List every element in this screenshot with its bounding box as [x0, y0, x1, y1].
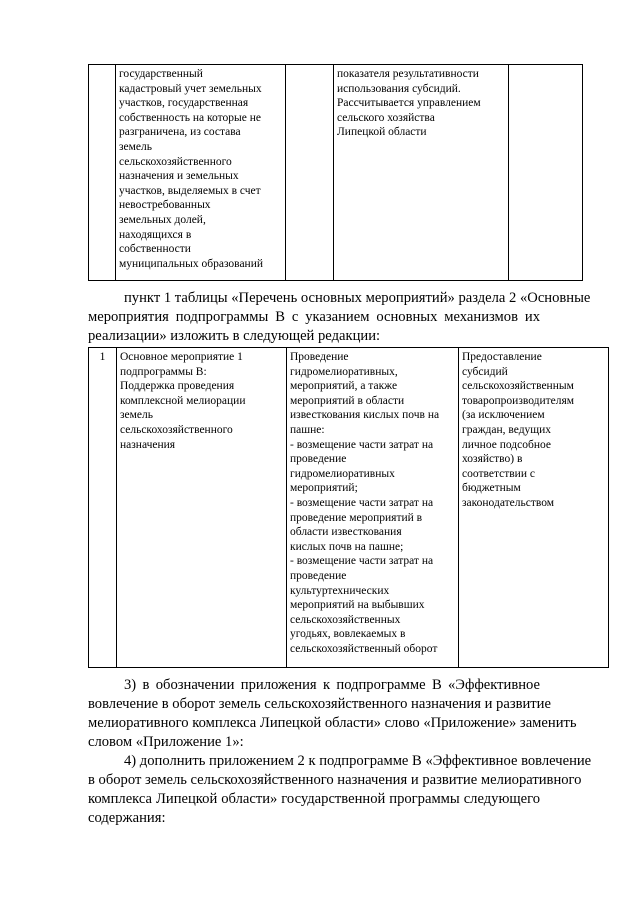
table-cell-activity-name: Основное мероприятие 1 подпрограммы В: Поддержка проведения комплексной мелиорации земель сельскохозяйственного назначения: [117, 348, 287, 668]
table-cell-empty: [89, 65, 116, 281]
table-cell-empty: [509, 65, 583, 281]
table-cell-number: 1: [89, 348, 117, 668]
table-cell-indicator: показателя результативности использования субсидий. Рассчитывается управлением сельского хозяйства Липецкой области: [334, 65, 509, 281]
table-row: [89, 348, 609, 668]
table-cell-object: государственный кадастровый учет земельных участков, государственная собственность на которые не разграничена, из состава земель сельскохозяйственного назначения и земельных участков, выделяемых в счет невостребованных земельных долей, находящихся в собственности муниципальных образований: [116, 65, 286, 281]
table-cell-activity-content: Проведение гидромелиоративных, мероприятий, а также мероприятий в области известкования кислых почв на пашне: - возмещение части затрат на проведение гидромелиоративных мероприятий; - возмещение части затрат на проведение мероприятий в области известкования кислых почв на пашне; - возмещение части затрат на проведение культуртехнических мероприятий на выбывших сельскохозяйственных угодьях, вовлекаемых в сельскохозяйственный оборот: [287, 348, 459, 668]
table-main-activities: [88, 347, 609, 668]
paragraph-item-3: 3) в обозначении приложения к подпрограмме В «Эффективное вовлечение в оборот земель сельскохозяйственного назначения и развитие мелиоративного комплекса Липецкой области» слово «Приложение» заменить словом «Приложение 1»:: [88, 677, 577, 750]
paragraph-table-item-replace: пункт 1 таблицы «Перечень основных мероприятий» раздела 2 «Основные мероприятия подпрограммы В с указанием основных механизмов их реализации» изложить в следующей редакции:: [88, 290, 591, 344]
table-continuation: [88, 64, 583, 281]
table-cell-mechanism: Предоставление субсидий сельскохозяйственным товаропроизводителям (за исключением граждан, ведущих личное подсобное хозяйство) в соответствии с бюджетным законодательством: [459, 348, 609, 668]
paragraph-item-4: 4) дополнить приложением 2 к подпрограмме В «Эффективное вовлечение в оборот земель сельскохозяйственного назначения и развитие мелиоративного комплекса Липецкой области» государственной программы следующего содержания:: [88, 753, 592, 826]
table-row: [89, 65, 583, 281]
table-cell-empty: [286, 65, 334, 281]
